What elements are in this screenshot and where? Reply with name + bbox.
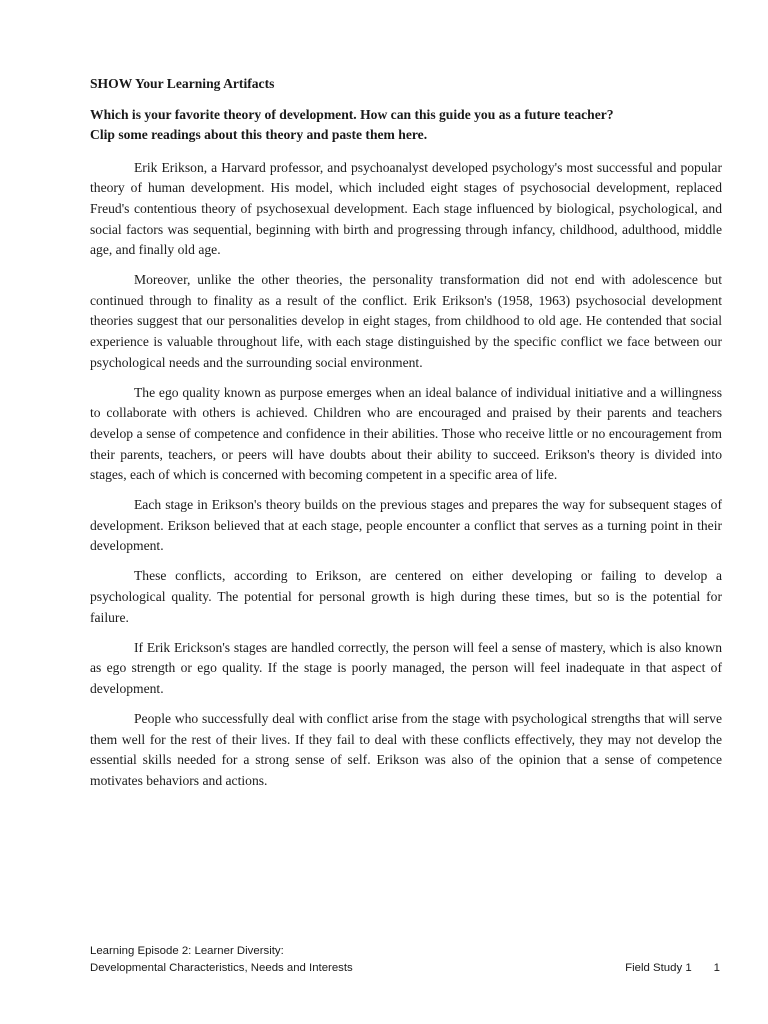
prompt-question: Which is your favorite theory of development. How can this guide you as a future teacher? [90, 106, 614, 122]
paragraph: Erik Erikson, a Harvard professor, and psychoanalyst developed psychology's most successful and popular theory of human development. His model, which included eight stages of psychosocial development, replaced Freud's contentious theory of psychosexual development. Each stage influenced by biological, psychological, and social factors was sequential, beginning with birth and progressing through infancy, childhood, adulthood, middle age, and finally old age. [90, 159, 722, 258]
section-heading: SHOW Your Learning Artifacts [90, 76, 275, 91]
assignment-prompt [90, 105, 722, 146]
paragraph: If Erik Erickson's stages are handled correctly, the person will feel a sense of mastery, which is also known as ego strength or ego quality. If the stage is poorly managed, the person will feel inadequate in that aspect of development. [90, 639, 722, 696]
footer-course-info [625, 960, 720, 977]
document-body [90, 74, 722, 801]
paragraph: Moreover, unlike the other theories, the personality transformation did not end with adolescence but continued through to finality as a result of the conflict. Erik Erikson's (1958, 1963) psychosocial development theories suggest that our personalities develop in eight stages, from childhood to old age. He contended that social experience is valuable throughout life, with each stage distinguished by the specific conflict we face between our psychological needs and the surrounding social environment. [90, 272, 722, 370]
page-footer [90, 943, 720, 977]
prompt-instruction: Clip some readings about this theory and paste them here. [90, 127, 428, 143]
page-number: 1 [713, 962, 720, 974]
paragraph: The ego quality known as purpose emerges when an ideal balance of individual initiative and a willingness to collaborate with others is achieved. Children who are encouraged and praised by their parents and teachers develop a sense of competence and confidence in their abilities. Those who receive little or no encouragement from their parents, teachers, or peers will have doubts about their ability to succeed. Erikson's theory is divided into stages, each of which is concerned with becoming competent in a specific area of life. [90, 384, 722, 483]
paragraph: People who successfully deal with conflict arise from the stage with psychological strengths that will serve them well for the rest of their lives. If they fail to deal with these conflicts effectively, they may not develop the essential skills needed for a strong sense of self. Erikson was also of the opinion that a sense of competence motivates behaviors and actions. [90, 711, 722, 788]
footer-episode-subtitle: Developmental Characteristics, Needs and Interests [90, 962, 353, 974]
paragraph: These conflicts, according to Erikson, are centered on either developing or failing to develop a psychological quality. The potential for personal growth is high during these times, but so is the potential for failure. [90, 568, 722, 625]
paragraph: Each stage in Erikson's theory builds on the previous stages and prepares the way for subsequent stages of development. Erikson believed that at each stage, people encounter a conflict that serves as a turning point in their development. [90, 497, 722, 554]
footer-course-name: Field Study 1 [625, 962, 692, 974]
footer-episode-title: Learning Episode 2: Learner Diversity: [90, 945, 284, 957]
